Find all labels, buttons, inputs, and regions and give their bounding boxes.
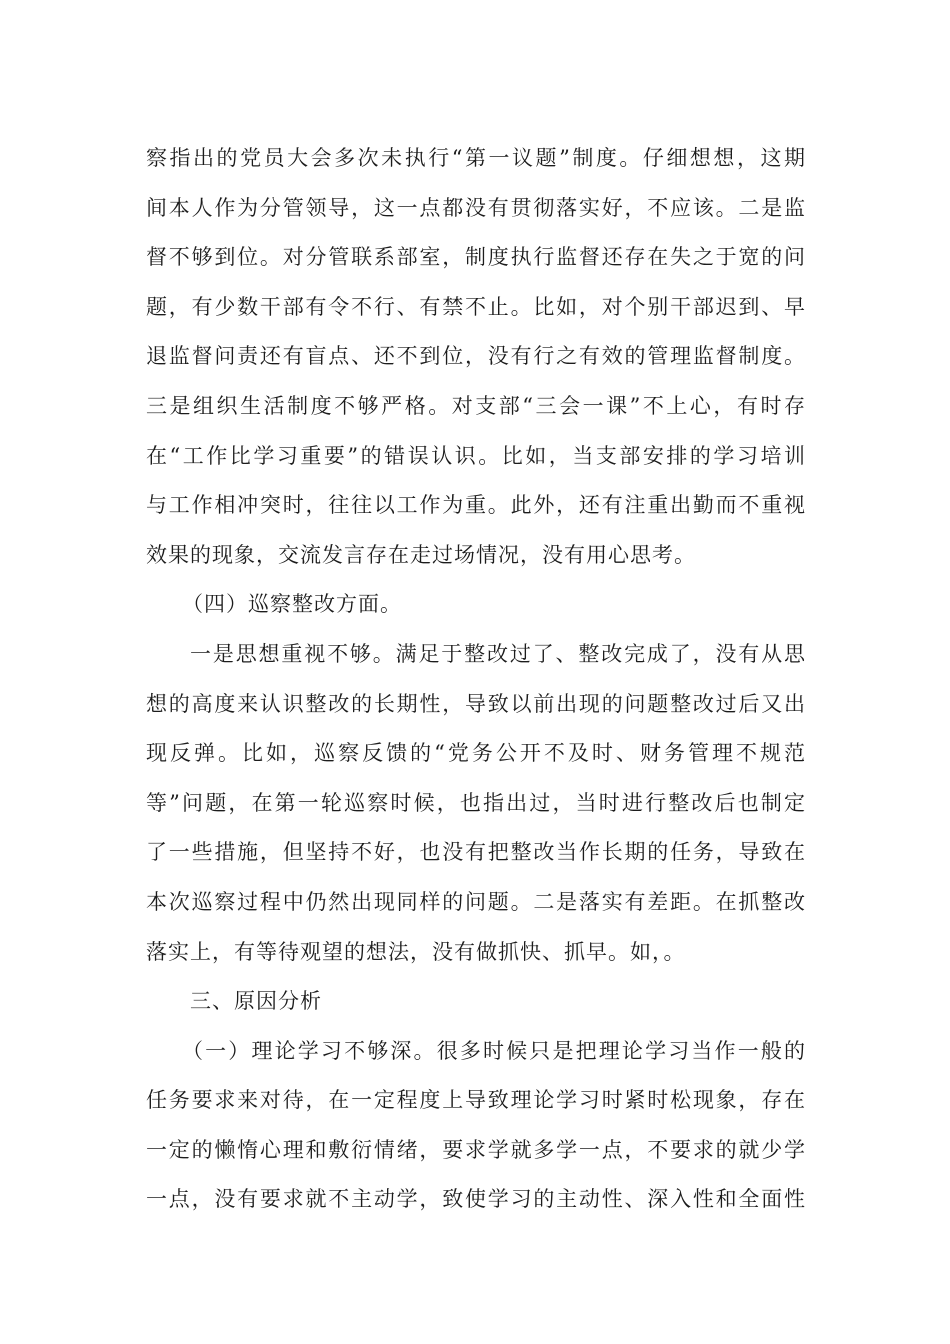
section-heading: （四）巡察整改方面。 [182,592,402,617]
text-line: 本次巡察过程中仍然出现同样的问题。二是落实有差距。在抓整改 [146,889,806,914]
text-line: 一定的懒惰心理和敷衍情绪，要求学就多学一点，不要求的就少学 [146,1137,806,1162]
text-line: 落实上，有等待观望的想法，没有做抓快、抓早。如，。 [146,939,686,964]
text-line: 在“工作比学习重要”的错误认识。比如，当支部安排的学习培训 [146,443,806,468]
text-line: 题，有少数干部有令不行、有禁不止。比如，对个别干部迟到、早 [146,294,806,319]
section-heading: 三、原因分析 [190,989,322,1014]
text-line: 退监督问责还有盲点、还不到位，没有行之有效的管理监督制度。 [146,344,806,369]
text-line: 一是思想重视不够。满足于整改过了、整改完成了，没有从思 [190,641,806,666]
text-line: 间本人作为分管领导，这一点都没有贯彻落实好，不应该。二是监 [146,195,806,220]
text-line: 想的高度来认识整改的长期性，导致以前出现的问题整改过后又出 [146,691,806,716]
text-line: 三是组织生活制度不够严格。对支部“三会一课”不上心，有时存 [146,393,806,418]
text-line: 任务要求来对待，在一定程度上导致理论学习时紧时松现象，存在 [146,1088,806,1113]
text-line: 察指出的党员大会多次未执行“第一议题”制度。仔细想想，这期 [146,146,806,170]
text-line: 了一些措施，但坚持不好，也没有把整改当作长期的任务，导致在 [146,840,806,865]
text-line: 一点，没有要求就不主动学，致使学习的主动性、深入性和全面性 [146,1187,806,1212]
text-line: 与工作相冲突时，往往以工作为重。此外，还有注重出勤而不重视 [146,493,806,518]
text-line: 等”问题，在第一轮巡察时候，也指出过，当时进行整改后也制定 [146,790,806,815]
text-line: 效果的现象，交流发言存在走过场情况，没有用心思考。 [146,542,696,567]
document-body [146,134,806,1225]
text-line: （一）理论学习不够深。很多时候只是把理论学习当作一般的 [182,1038,806,1063]
text-line: 现反弹。比如，巡察反馈的“党务公开不及时、财务管理不规范 [146,741,806,766]
text-line: 督不够到位。对分管联系部室，制度执行监督还存在失之于宽的问 [146,245,806,270]
